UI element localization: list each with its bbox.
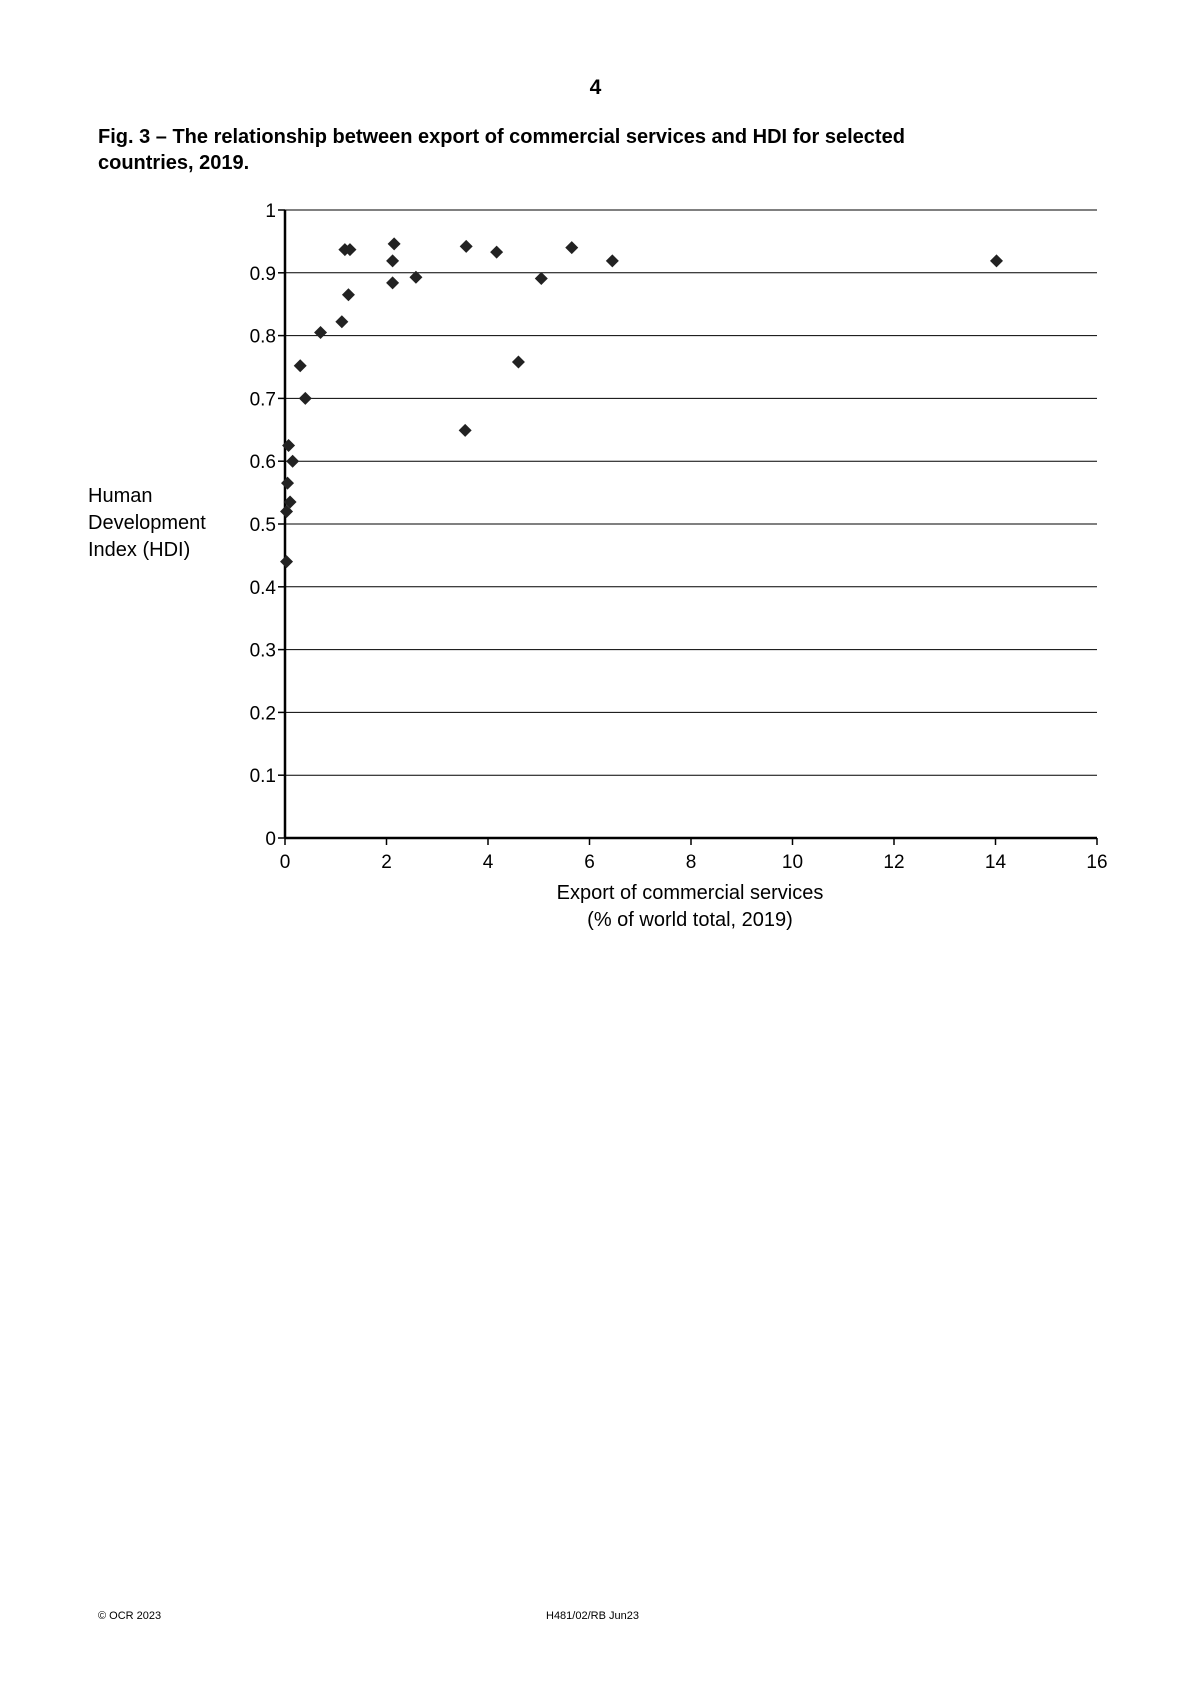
y-tick-label-4: 0.4 [249, 577, 276, 599]
page-number: 4 [589, 76, 602, 99]
x-axis-label [440, 880, 940, 934]
data-point-22 [565, 241, 578, 254]
figure-title-line-2: countries, 2019. [98, 152, 250, 174]
data-point-9 [335, 315, 348, 328]
y-axis-label-line-3: Index (HDI) [88, 539, 191, 561]
data-point-19 [490, 246, 503, 259]
data-point-7 [294, 359, 307, 372]
data-point-18 [460, 240, 473, 253]
y-tick-label-9: 0.9 [249, 263, 276, 285]
y-tick-label-0: 0 [265, 829, 276, 850]
data-points [280, 237, 1003, 568]
data-point-17 [459, 424, 472, 437]
y-axis-label [88, 483, 206, 564]
x-tick-label-7: 14 [984, 852, 1007, 873]
x-tick-label-4: 8 [685, 852, 697, 873]
data-point-23 [606, 254, 619, 267]
data-point-6 [299, 392, 312, 405]
x-tick-label-1: 2 [381, 852, 392, 873]
data-point-14 [386, 254, 399, 267]
x-tick-label-3: 6 [584, 852, 595, 873]
data-point-24 [990, 254, 1003, 267]
x-tick-label-5: 10 [781, 852, 804, 873]
y-tick-label-8: 0.8 [249, 326, 276, 348]
y-tick-label-10: 1 [265, 201, 276, 222]
data-point-0 [280, 555, 293, 568]
figure-title-line-1: Fig. 3 – The relationship between export of commercial services and HDI for selected [98, 126, 905, 148]
data-point-20 [512, 355, 525, 368]
x-tick-label-2: 4 [482, 852, 494, 873]
y-axis-label-line-2: Development [88, 512, 206, 534]
footer-copyright: © OCR 2023 [98, 1610, 162, 1622]
x-axis-label-line-1: Export of commercial services [556, 882, 824, 904]
y-tick-label-1: 0.1 [249, 766, 276, 788]
data-point-13 [386, 276, 399, 289]
data-point-4 [286, 455, 299, 468]
y-tick-label-6: 0.6 [249, 452, 276, 474]
y-tick-label-3: 0.3 [249, 640, 276, 662]
gridlines [285, 210, 1097, 775]
axes [278, 210, 1097, 845]
x-axis-label-line-2: (% of world total, 2019) [587, 909, 793, 931]
tick-labels [250, 201, 1108, 873]
x-tick-label-6: 12 [883, 852, 905, 873]
x-tick-label-8: 16 [1086, 852, 1108, 873]
data-point-10 [342, 288, 355, 301]
x-tick-label-0: 0 [279, 852, 291, 873]
y-tick-label-7: 0.7 [249, 389, 276, 411]
data-point-8 [314, 326, 327, 339]
y-tick-label-5: 0.5 [249, 515, 276, 536]
y-tick-label-2: 0.2 [249, 703, 276, 725]
y-axis-label-line-1: Human [88, 485, 153, 507]
data-point-21 [535, 272, 548, 285]
data-point-15 [388, 237, 401, 250]
footer-paper-code: H481/02/RB Jun23 [546, 1610, 639, 1622]
data-point-3 [281, 477, 294, 490]
